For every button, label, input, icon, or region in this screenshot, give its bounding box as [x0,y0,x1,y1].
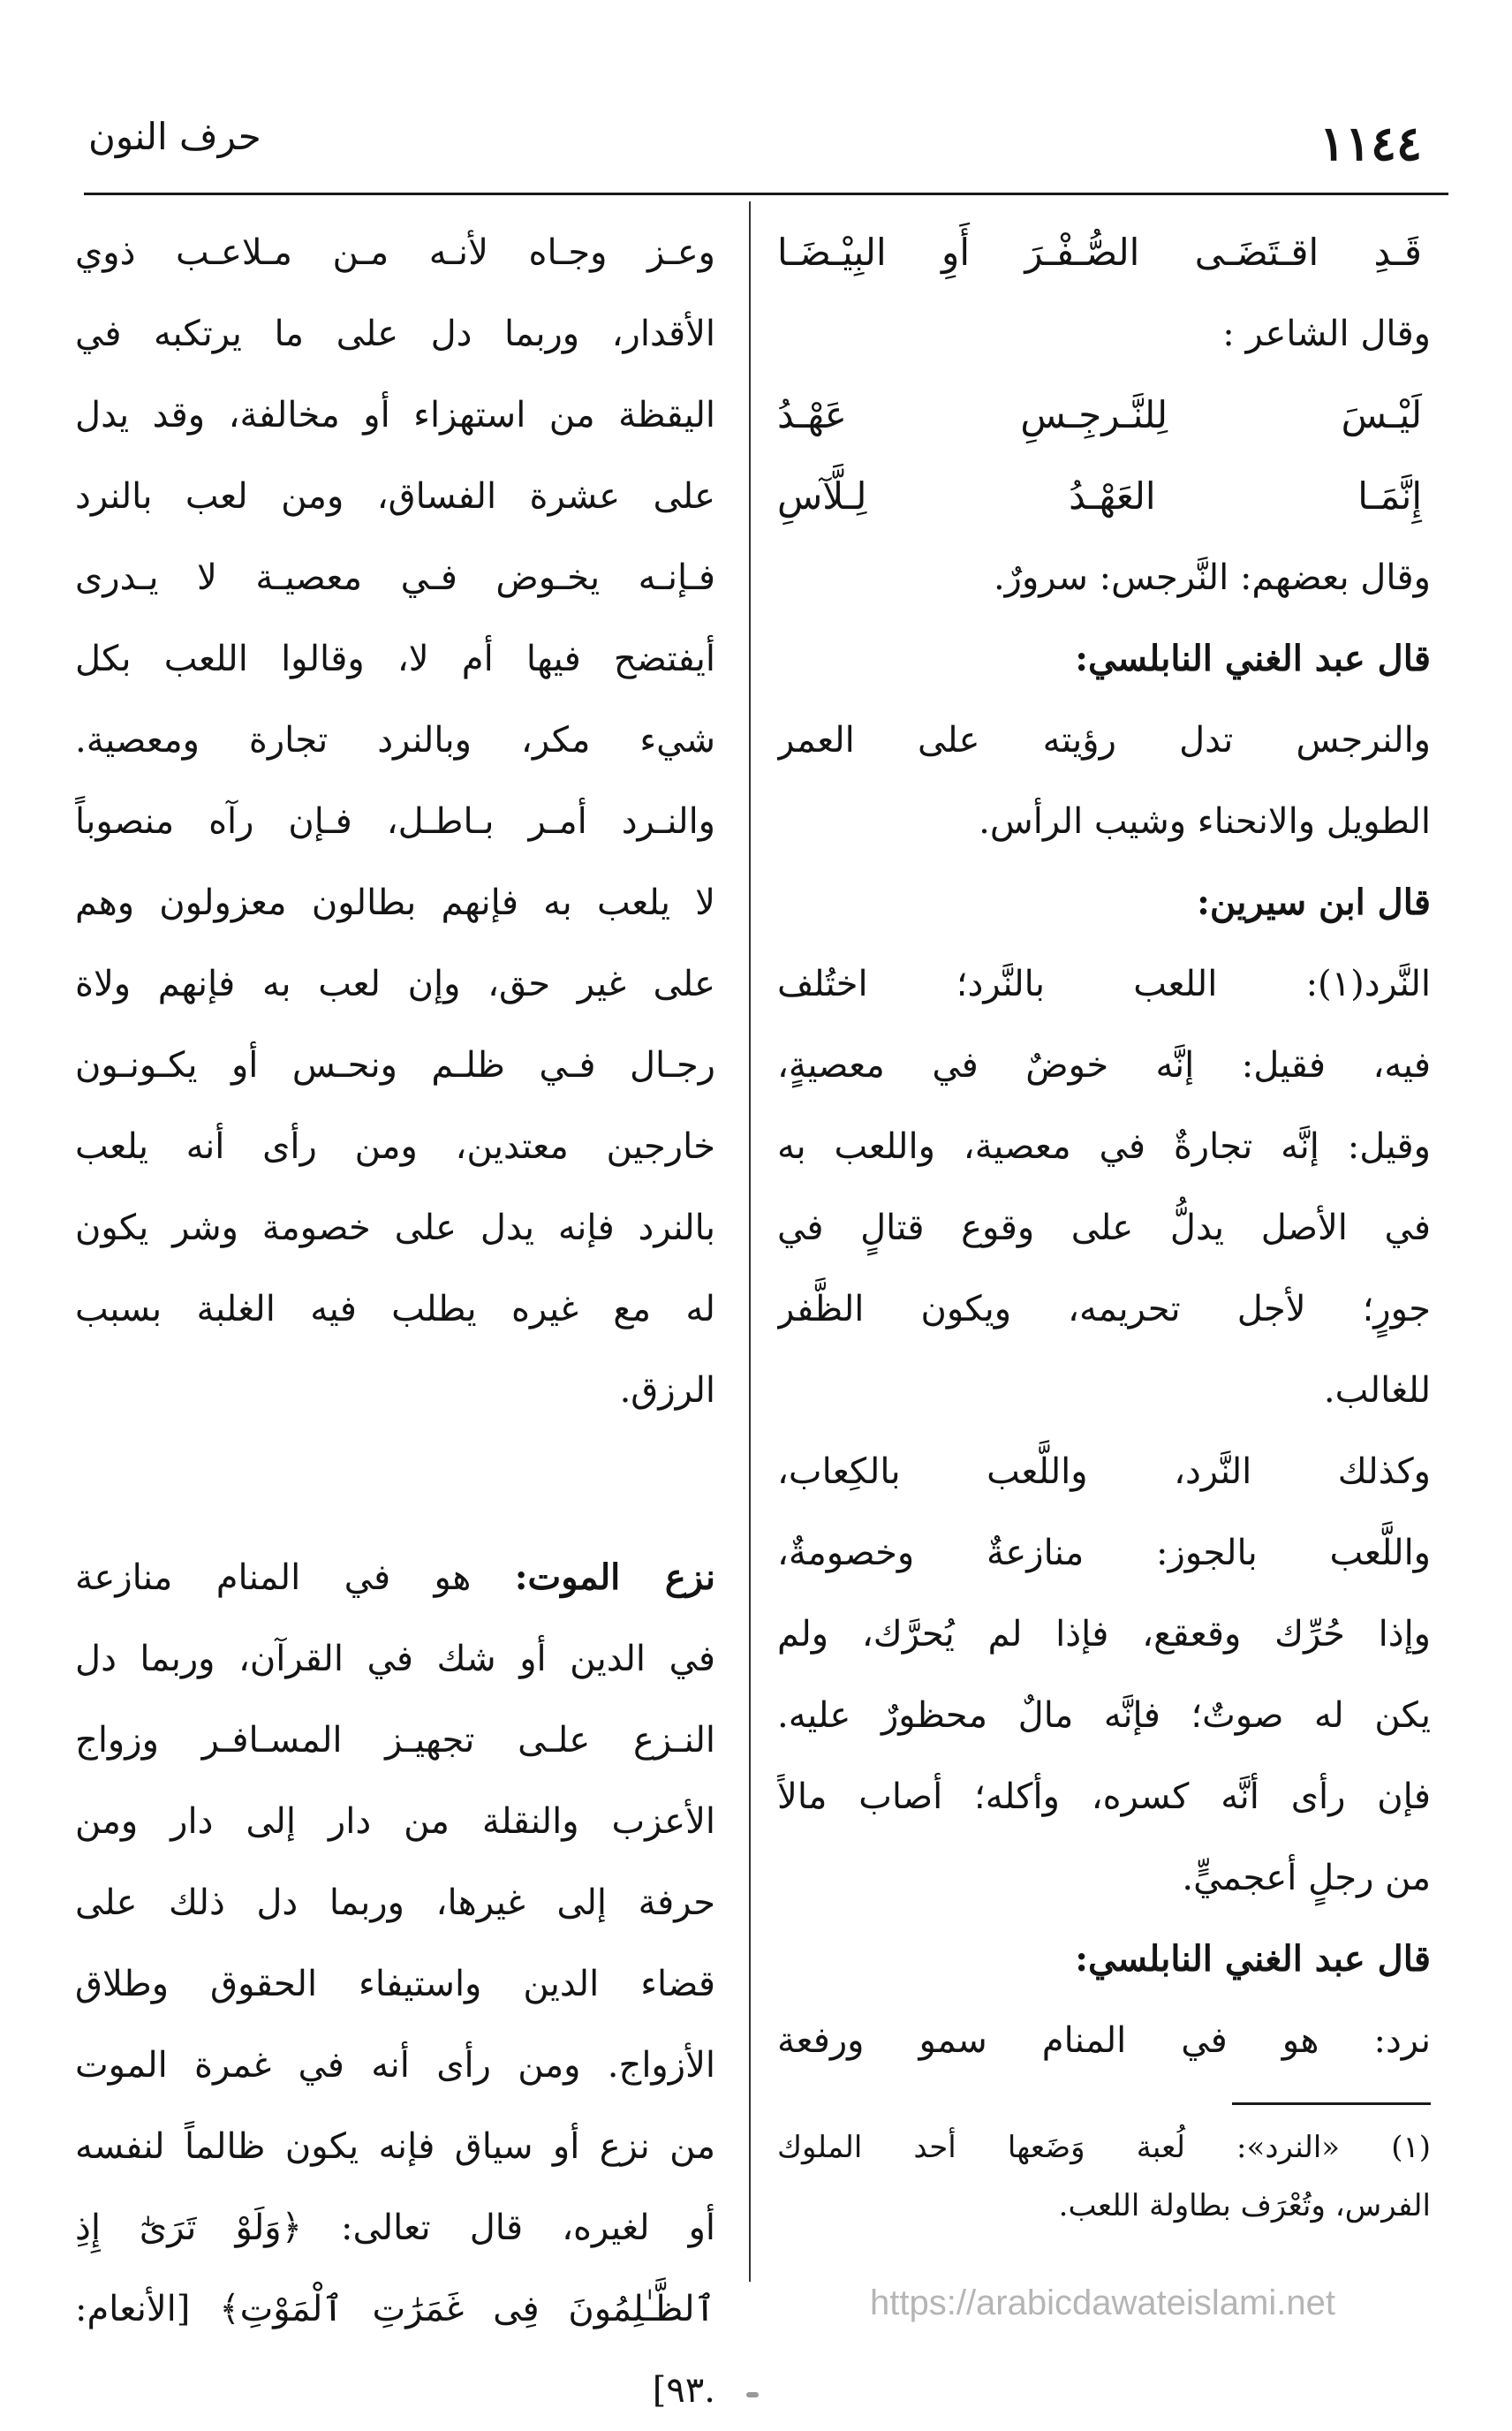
left-column-line: من نزع أو سياق فإنه يكون ظالماً لنفسه [75,2126,715,2167]
left-column-line: لا يلعب به فإنهم بطالون معزولون وهم [75,882,715,923]
right-column-line: في الأصل يدلُّ على وقوع قتالٍ في [777,1208,1431,1248]
right-column-line: يكن له صوتٌ؛ فإنَّه مالٌ محظورٌ عليه. [777,1695,1431,1736]
right-column-line: للغالب. [1323,1370,1431,1411]
right-column-line: إِنَّمَـا العَهْـدُ لِـلَّآسِ [777,474,1422,518]
left-column-line: بالنرد فإنه يدل على خصومة وشر يكون [75,1208,715,1248]
right-column-line: وقيل: إنَّه تجارةٌ في معصية، واللعب به [777,1126,1431,1167]
right-column-line: والنرجس تدل رؤيته على العمر [777,720,1431,761]
right-column-line: فإن رأى أنَّه كسره، وأكله؛ أصاب مالاً [777,1776,1431,1817]
right-column-line: قال عبد الغني النابلسي: [1075,638,1431,679]
bottom-mark [746,2392,759,2397]
watermark-url: https://arabicdawateislami.net [870,2283,1335,2322]
entry-term: نزع الموت: [514,1556,715,1598]
right-column-line: وكذلك النَّرد، واللَّعب بالكِعاب، [777,1451,1431,1492]
left-column-line: على عشرة الفساق، ومن لعب بالنرد [75,476,715,517]
footnote-line: (١) «النرد»: لُعبة وَضَعها أحد الملوك [777,2130,1431,2165]
right-column-line: لَيْـسَ لِلنَّـرجِـسِ عَهْـدُ [777,393,1422,436]
left-column-line: الأقدار، وربما دل على ما يرتكبه في [75,314,715,354]
left-column-line: الرزق. [619,1370,715,1411]
left-column-line: ٱلظَّـٰلِمُونَ فِى غَمَرَٰتِ ٱلْمَوْتِ﴾ [الأنعام: [75,2289,715,2329]
left-column-line: اليقظة من استهزاء أو مخالفة، وقد يدل [75,395,715,435]
left-column-line [75,1537,715,1618]
left-column-line: قضاء الدين واستيفاء الحقوق وطلاق [75,1964,715,2004]
right-column-line: وإذا حُرِّك وقعقع، فإذا لم يُحرَّك، ولم [777,1614,1431,1655]
footnotes [777,2118,1431,2235]
left-column-line: شيء مكر، وبالنرد تجارة ومعصية. [75,720,715,761]
right-column-line: وقال بعضهم: النَّرجس: سرورٌ. [993,557,1431,598]
left-column-line: والنـرد أمـر بـاطـل، فـإن رآه منصوباً [75,801,715,842]
left-column-line: حرفة إلى غيرها، وربما دل ذلك على [75,1882,715,1923]
left-column-line: فـإنـه يخـوض فـي معصيـة لا يـدرى [75,557,715,598]
left-column [75,212,715,2431]
right-column-line: قَـدِ اقـتَضَـى الصُّـفْـرَ أَوِ البِيْـضَـا [777,231,1422,274]
paragraph-gap [75,1431,715,1537]
left-column-line: النـزع علـى تجهيـز المسـافـر وزواج [75,1720,715,1761]
entry-text: هو في المنام منازعة [75,1557,515,1598]
right-column-line: قال ابن سيرين: [1197,882,1431,923]
left-column-line: .٩٣] [652,2370,715,2411]
left-column-line: الأعزب والنقلة من دار إلى دار ومن [75,1801,715,1842]
column-divider [749,201,751,2282]
left-column-line: وعـز وجـاه لأنـه مـن مـلاعـب ذوي [75,232,715,273]
left-column-line: في الدين أو شك في القرآن، وربما دل [75,1639,715,1679]
right-column-line: نرد: هو في المنام سمو ورفعة [777,2020,1431,2061]
right-column-line: قال عبد الغني النابلسي: [1075,1938,1431,1980]
left-column-line: أيفتضح فيها أم لا، وقالوا اللعب بكل [75,639,715,679]
page-number: ١١٤٤ [1319,115,1422,171]
left-column-line: الأزواج. ومن رأى أنه في غمرة الموت [75,2045,715,2086]
right-column-line: جورٍ؛ لأجل تحريمه، ويكون الظَّفر [777,1289,1431,1329]
right-column-line: واللَّعب بالجوز: منازعةٌ وخصومةٌ، [777,1533,1431,1573]
running-header [71,106,1448,186]
left-column-line: له مع غيره يطلب فيه الغلبة بسبب [75,1289,715,1329]
right-column-line: من رجلٍ أعجميٍّ. [1182,1858,1431,1898]
left-column-line: رجـال فـي ظلـم ونحـس أو يكـونـون [75,1045,715,1086]
left-column-line: أو لغيره، قال تعالى: ﴿وَلَوْ تَرَىٰٓ إِذِ [75,2208,715,2248]
right-column-line: فيه، فقيل: إنَّه خوضٌ في معصيةٍ، [777,1045,1431,1086]
right-column-line: الطويل والانحناء وشيب الرأس. [979,801,1431,842]
right-column-line: وقال الشاعر : [1222,314,1431,354]
section-title: حرف النون [88,115,261,158]
footnote-rule [1232,2102,1431,2105]
left-column-line: على غير حق، وإن لعب به فإنهم ولاة [75,964,715,1004]
header-rule [84,193,1448,195]
right-column-line: النَّرد(١): اللعب بالنَّرد؛ اختُلف [777,964,1431,1004]
left-column-line: خارجين معتدين، ومن رأى أنه يلعب [75,1126,715,1167]
right-column [777,212,1431,2081]
footnote-line: الفرس، وتُعْرَف بطاولة اللعب. [1058,2188,1431,2223]
